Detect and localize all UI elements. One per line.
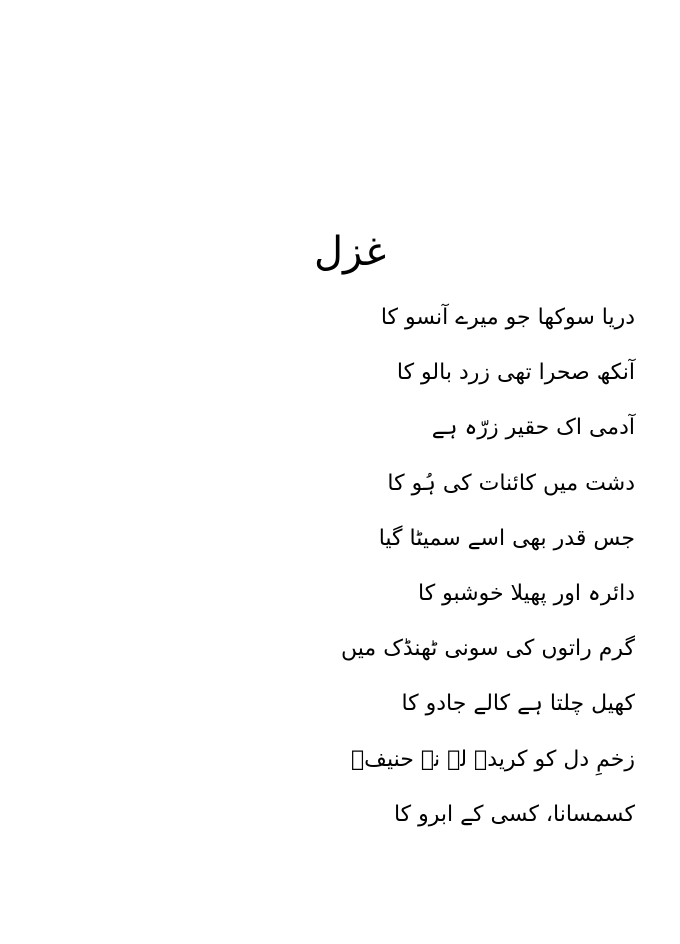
poem-line: آدمی اک حقیر زرّہ ہے bbox=[431, 415, 635, 441]
poem-line: گرم راتوں کی سونی ٹھنڈک میں bbox=[341, 636, 635, 662]
poem-line: دریا سوکھا جو میرے آنسو کا bbox=[380, 305, 635, 330]
poem-body bbox=[335, 290, 635, 842]
poem-line: کھیل چلتا ہے کالے جادو کا bbox=[401, 691, 635, 717]
poem-line: دائرہ اور پھیلا خوشبو کا bbox=[417, 580, 635, 606]
poem-line: جس قدر بھی اسے سمیٹا گیا bbox=[378, 525, 635, 551]
poem-line: کسمسانا، کسی کے ابرو کا bbox=[393, 801, 635, 827]
poem-line: زخمِ دل کو کریدے لے نہ حنیفؔ bbox=[350, 746, 635, 772]
poem-title: غزل bbox=[313, 229, 387, 275]
poem-line: آنکھ صحرا تھی زرد بالو کا bbox=[396, 360, 635, 386]
poem-line: دشت میں کائنات کی ہُو کا bbox=[387, 470, 635, 496]
